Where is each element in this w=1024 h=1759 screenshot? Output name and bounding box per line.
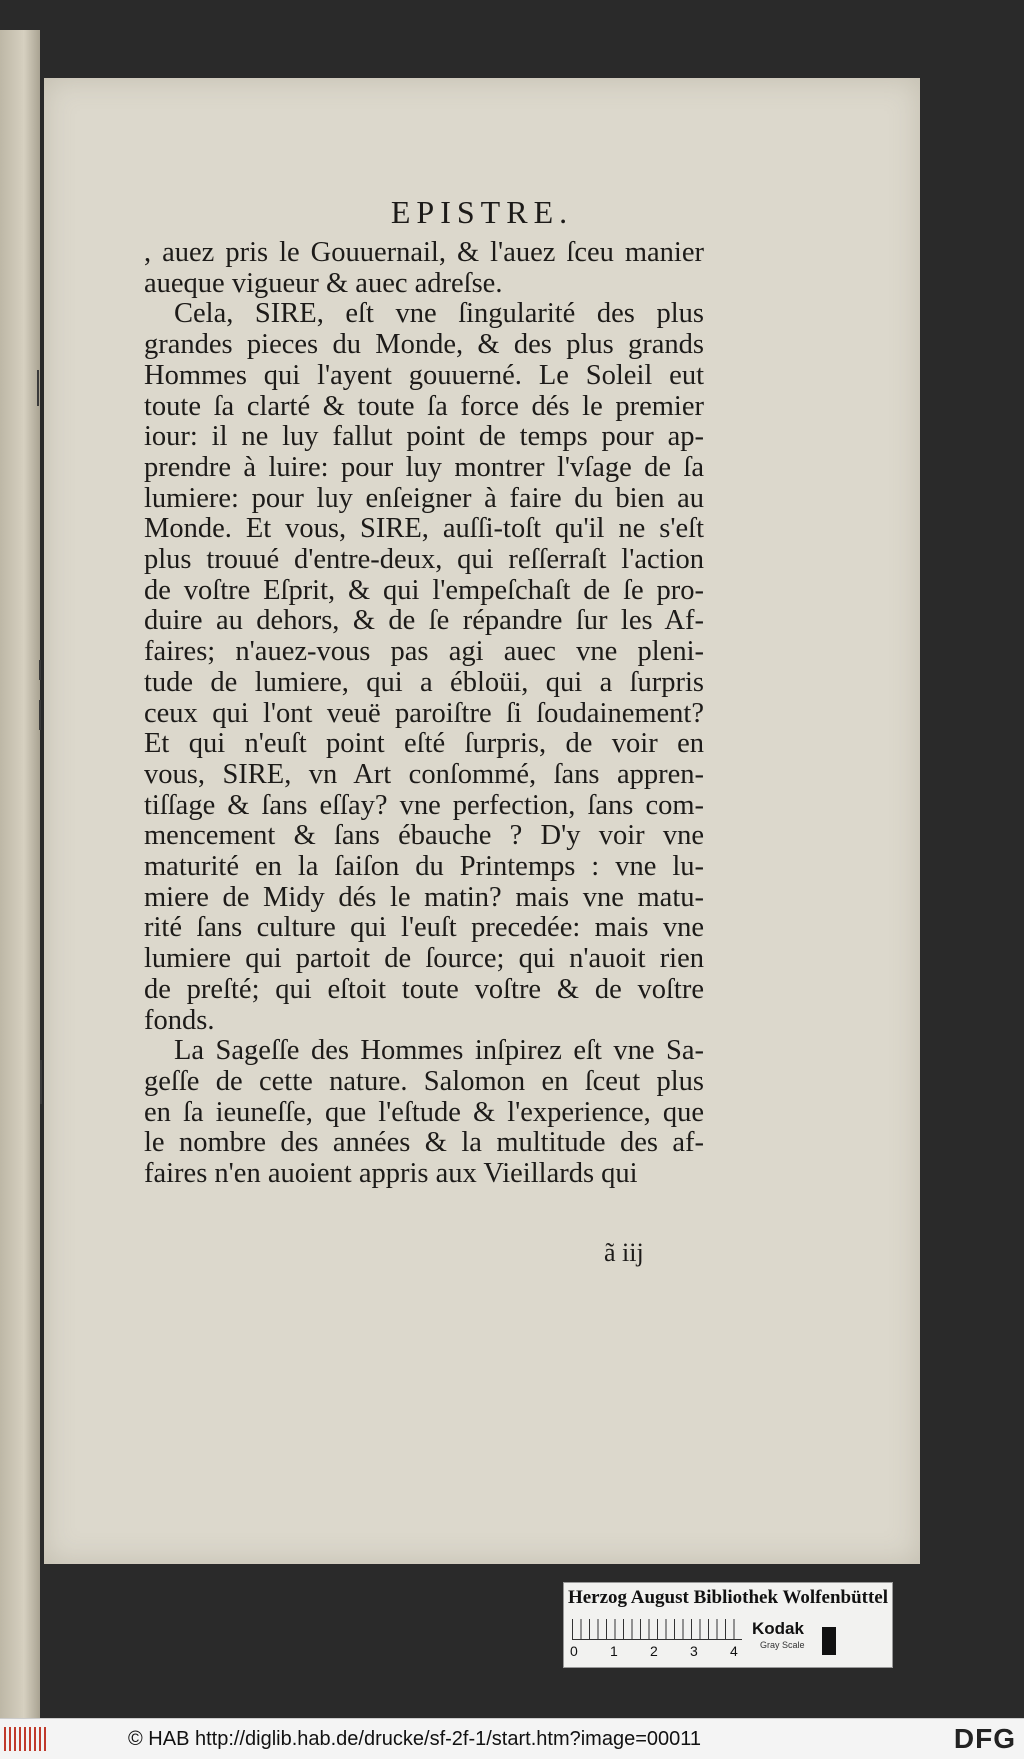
text-line: Hommes qui l'ayent gouuerné. Le Soleil eut	[144, 359, 704, 391]
margin-mark	[39, 700, 41, 730]
viewer-footer	[0, 1718, 1024, 1759]
gray-patch	[822, 1627, 836, 1655]
text-line: en ſa ieuneſſe, que l'eſtude & l'experience, que	[144, 1096, 704, 1128]
text-line: toute ſa clarté & toute ſa force dés le premier	[144, 390, 704, 422]
book-page	[44, 78, 920, 1564]
text-line: , auez pris le Gouuernail, & l'auez ſceu manier	[144, 237, 704, 268]
ruler-number: 0	[570, 1643, 578, 1659]
ruler-number: 4	[730, 1643, 738, 1659]
text-line: ceux qui l'ont veuë paroiſtre ſi ſoudainement?	[144, 697, 704, 729]
text-line: lumiere: pour luy enſeigner à faire du bien au	[144, 482, 704, 514]
margin-mark	[40, 1060, 42, 1104]
text-line: prendre à luire: pour luy montrer l'vſage de ſa	[144, 451, 704, 483]
text-line: miere de Midy dés le matin? mais vne matu-	[144, 881, 704, 913]
text-line: Monde. Et vous, SIRE, auſſi-toſt qu'il ne s'eſt	[144, 513, 704, 545]
barcode-icon	[4, 1727, 46, 1751]
signature-mark: ã iij	[604, 1238, 644, 1267]
ruler-number: 3	[690, 1643, 698, 1659]
text-line: aueque vigueur & auec adreſse.	[144, 267, 503, 299]
text-line: iour: il ne luy fallut point de temps pour ap-	[144, 421, 704, 453]
text-line: de preſté; qui eſtoit toute voſtre & de voſtre	[144, 973, 704, 1005]
text-line: lumiere qui partoit de ſource; qui n'auoit rien	[144, 943, 704, 975]
text-line: tude de lumiere, qui a ébloüi, qui a ſurpris	[144, 666, 704, 698]
text-line: mencement & ſans ébauche ? D'y voir vne	[144, 820, 704, 852]
library-name: Herzog August Bibliothek Wolfenbüttel	[567, 1587, 889, 1608]
text-line: faires; n'auez-vous pas agi auec vne pleni-	[144, 636, 704, 668]
ruler-number: 2	[650, 1643, 658, 1659]
margin-mark	[37, 370, 39, 406]
text-line: faires n'en auoient appris aux Vieillards qui	[144, 1158, 638, 1190]
text-line: Cela, SIRE, eſt vne ſingularité des plus	[174, 298, 704, 330]
library-color-card	[563, 1582, 893, 1668]
kodak-subtitle: Gray Scale	[760, 1640, 805, 1650]
text-line: fonds.	[144, 1004, 215, 1036]
text-line: tiſſage & ſans eſſay? vne perfection, ſans com-	[144, 789, 704, 821]
ruler-number: 1	[610, 1643, 618, 1659]
page-body	[144, 238, 704, 1190]
facing-page-edge	[0, 30, 40, 1720]
dfg-logo: DFG	[953, 1723, 1016, 1754]
text-line: plus trouué d'entre-deux, qui reſſerraſt l'action	[144, 544, 704, 576]
footer-credit-link[interactable]: © HAB http://diglib.hab.de/drucke/sf-2f-1/start.htm?image=00011	[128, 1728, 702, 1750]
text-line: Et qui n'euſt point eſté ſurpris, de voir en	[144, 728, 704, 760]
text-line: rité ſans culture qui l'euſt precedée: mais vne	[144, 912, 704, 944]
text-line: vous, SIRE, vn Art conſommé, ſans appren-	[144, 758, 704, 790]
text-line: duire au dehors, & de ſe répandre ſur les Af-	[144, 605, 704, 637]
margin-mark	[39, 660, 41, 680]
text-line: La Sageſſe des Hommes inſpirez eſt vne Sa-	[174, 1035, 704, 1067]
text-line: grandes pieces du Monde, & des plus grands	[144, 329, 704, 361]
text-line: geſſe de cette nature. Salomon en ſceut plus	[144, 1065, 704, 1097]
scale-ruler	[572, 1619, 742, 1640]
text-line: de voſtre Eſprit, & qui l'empeſchaſt de ſe pro-	[144, 574, 704, 606]
text-line: le nombre des années & la multitude des af-	[144, 1127, 704, 1159]
page-header: EPISTRE.	[390, 194, 574, 230]
kodak-logo: Kodak	[752, 1619, 804, 1638]
text-line: maturité en la ſaiſon du Printemps : vne lu-	[144, 851, 704, 883]
